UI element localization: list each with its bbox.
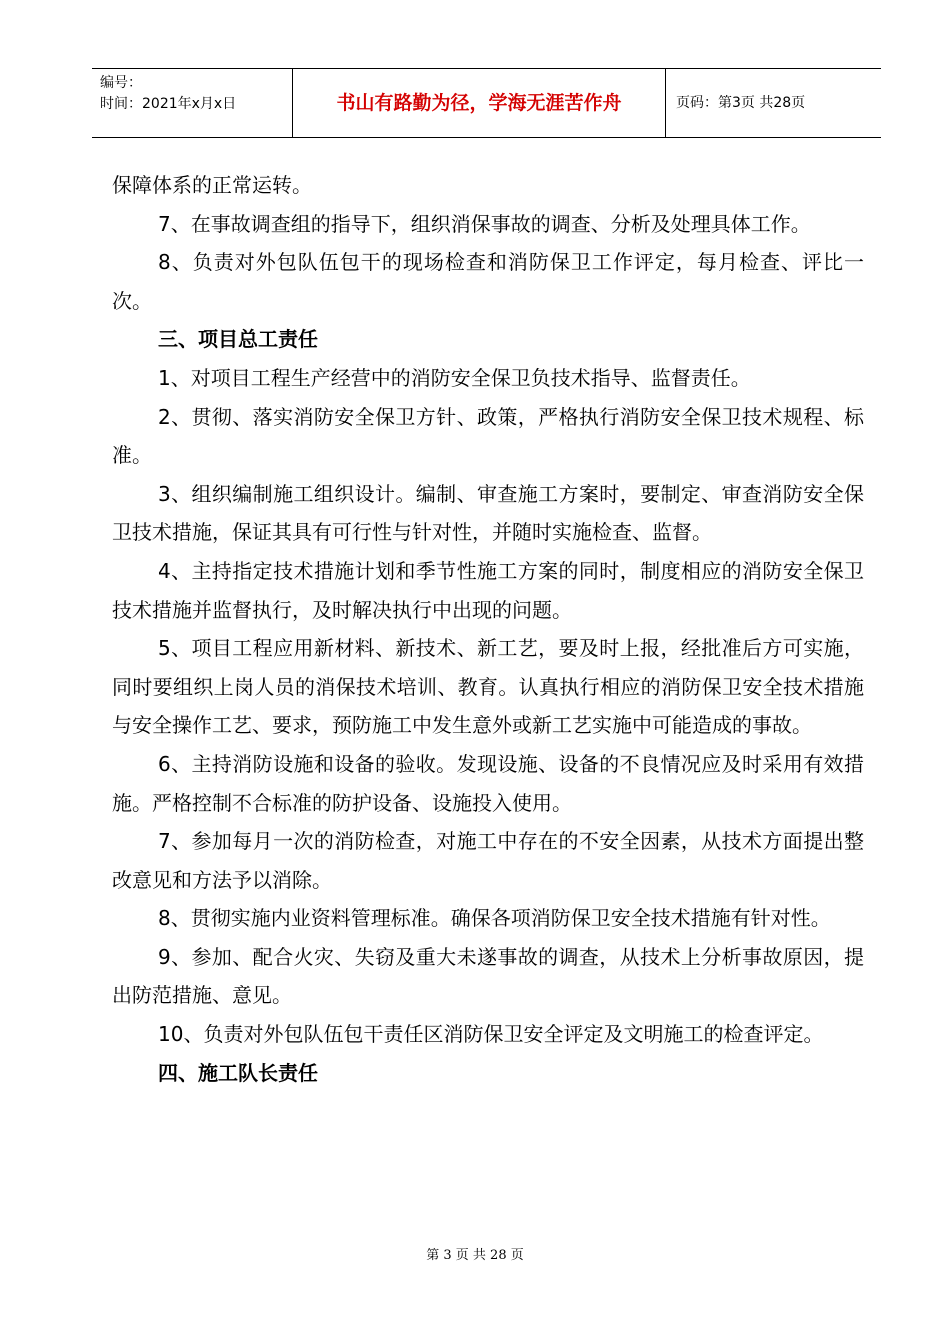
body-paragraph: 2、贯彻、落实消防安全保卫方针、政策，严格执行消防安全保卫技术规程、标准。 — [112, 404, 864, 468]
header-motto: 书山有路勤为径，学海无涯苦作舟 — [293, 69, 666, 137]
page-footer: 第 3 页 共 28 页 — [426, 1248, 524, 1263]
header-meta-cell — [92, 69, 293, 137]
document-number-label: 编号： — [100, 75, 142, 91]
body-paragraph: 5、项目工程应用新材料、新技术、新工艺，要及时上报，经批准后方可实施，同时要组织上岗人员的消保技术培训、教育。认真执行相应的消防保卫安全技术措施与安全操作工艺、要求，预防施工中发生意外或新工艺实施中可能造成的事故。 — [112, 636, 864, 738]
body-paragraph: 3、组织编制施工组织设计。编制、审查施工方案时，要制定、审查消防安全保卫技术措施，保证其具有可行性与针对性，并随时实施检查、监督。 — [112, 481, 864, 545]
section-heading: 四、施工队长责任 — [158, 1060, 318, 1085]
body-paragraph: 保障体系的正常运转。 — [112, 173, 312, 197]
body-paragraph: 7、参加每月一次的消防检查，对施工中存在的不安全因素，从技术方面提出整改意见和方法予以消除。 — [112, 829, 864, 892]
body-paragraph: 8、负责对外包队伍包干的现场检查和消防保卫工作评定，每月检查、评比一次。 — [112, 250, 864, 313]
document-time-label: 时间：2021年x月x日 — [100, 96, 237, 112]
body-paragraph: 1、对项目工程生产经营中的消防安全保卫负技术指导、监督责任。 — [158, 365, 751, 390]
body-paragraph: 4、主持指定技术措施计划和季节性施工方案的同时，制度相应的消防安全保卫技术措施并监督执行，及时解决执行中出现的问题。 — [112, 558, 864, 622]
document-body — [112, 166, 864, 1092]
section-heading: 三、项目总工责任 — [158, 327, 318, 352]
body-paragraph: 10、负责对外包队伍包干责任区消防保卫安全评定及文明施工的检查评定。 — [158, 1022, 824, 1047]
page-header — [92, 68, 881, 138]
body-paragraph: 6、主持消防设施和设备的验收。发现设施、设备的不良情况应及时采用有效措施。严格控制不合标准的防护设备、设施投入使用。 — [112, 751, 864, 815]
body-paragraph: 9、参加、配合火灾、失窃及重大未遂事故的调查，从技术上分析事故原因，提出防范措施、意见。 — [112, 944, 864, 1008]
header-page-number: 页码：第3页 共28页 — [676, 95, 806, 111]
body-paragraph: 7、在事故调查组的指导下，组织消保事故的调查、分析及处理具体工作。 — [158, 211, 811, 236]
body-paragraph: 8、贯彻实施内业资料管理标准。确保各项消防保卫安全技术措施有针对性。 — [158, 906, 831, 931]
